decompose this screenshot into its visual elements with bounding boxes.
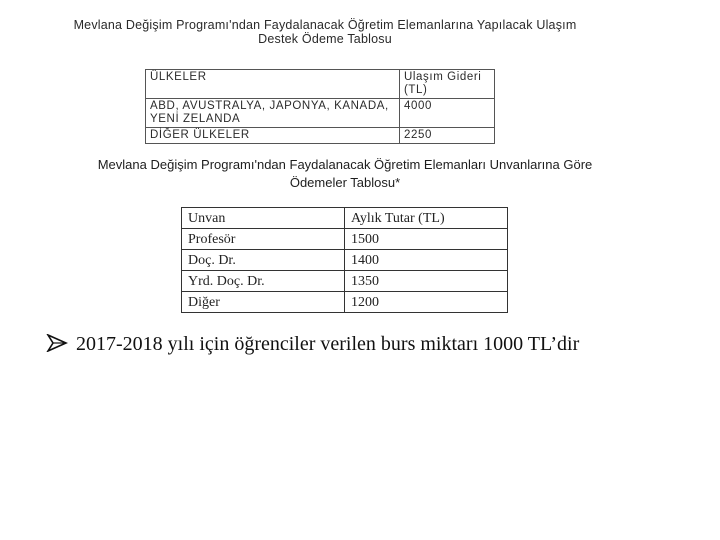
table-row <box>146 128 495 144</box>
table-cell: 1500 <box>345 229 508 250</box>
table-cell: 1400 <box>345 250 508 271</box>
table-header-cell: ÜLKELER <box>146 70 400 99</box>
table-cell: 2250 <box>400 128 495 144</box>
bullet-point <box>46 333 706 358</box>
title-payment-table-title <box>60 156 630 192</box>
title-payment-title-line1: Mevlana Değişim Programı'ndan Faydalanacak Öğretim Elemanları Unvanlarına Göre <box>97 157 593 172</box>
table-row <box>182 292 508 313</box>
transport-payment-table <box>145 69 495 144</box>
table-header-row <box>146 70 495 99</box>
table-cell: Yrd. Doç. Dr. <box>182 271 345 292</box>
table-header-cell: Unvan <box>182 208 345 229</box>
table-row <box>146 99 495 128</box>
arrow-bullet-icon <box>46 334 68 358</box>
bullet-text: 2017-2018 yılı için öğrenciler verilen burs miktarı 1000 TL’dir <box>76 333 580 355</box>
table-cell: Diğer <box>182 292 345 313</box>
table-cell: ABD, AVUSTRALYA, JAPONYA, KANADA, YENİ ZELANDA <box>146 99 400 128</box>
table-cell: 4000 <box>400 99 495 128</box>
table-row <box>182 271 508 292</box>
table-cell: 1200 <box>345 292 508 313</box>
table-header-cell: Aylık Tutar (TL) <box>345 208 508 229</box>
table-cell: Doç. Dr. <box>182 250 345 271</box>
transport-title-line1: Mevlana Değişim Programı'ndan Faydalanacak Öğretim Elemanlarına Yapılacak Ulaşım <box>73 18 577 32</box>
table-header-row <box>182 208 508 229</box>
table-header-cell: Ulaşım Gideri (TL) <box>400 70 495 99</box>
table-row <box>182 250 508 271</box>
table-cell: 1350 <box>345 271 508 292</box>
table-cell: DİĞER ÜLKELER <box>146 128 400 144</box>
transport-title-line2: Destek Ödeme Tablosu <box>258 32 392 46</box>
table-cell: Profesör <box>182 229 345 250</box>
title-payment-table <box>181 207 508 313</box>
title-payment-title-line2: Ödemeler Tablosu* <box>289 175 401 190</box>
transport-table-title <box>30 18 620 46</box>
table-row <box>182 229 508 250</box>
